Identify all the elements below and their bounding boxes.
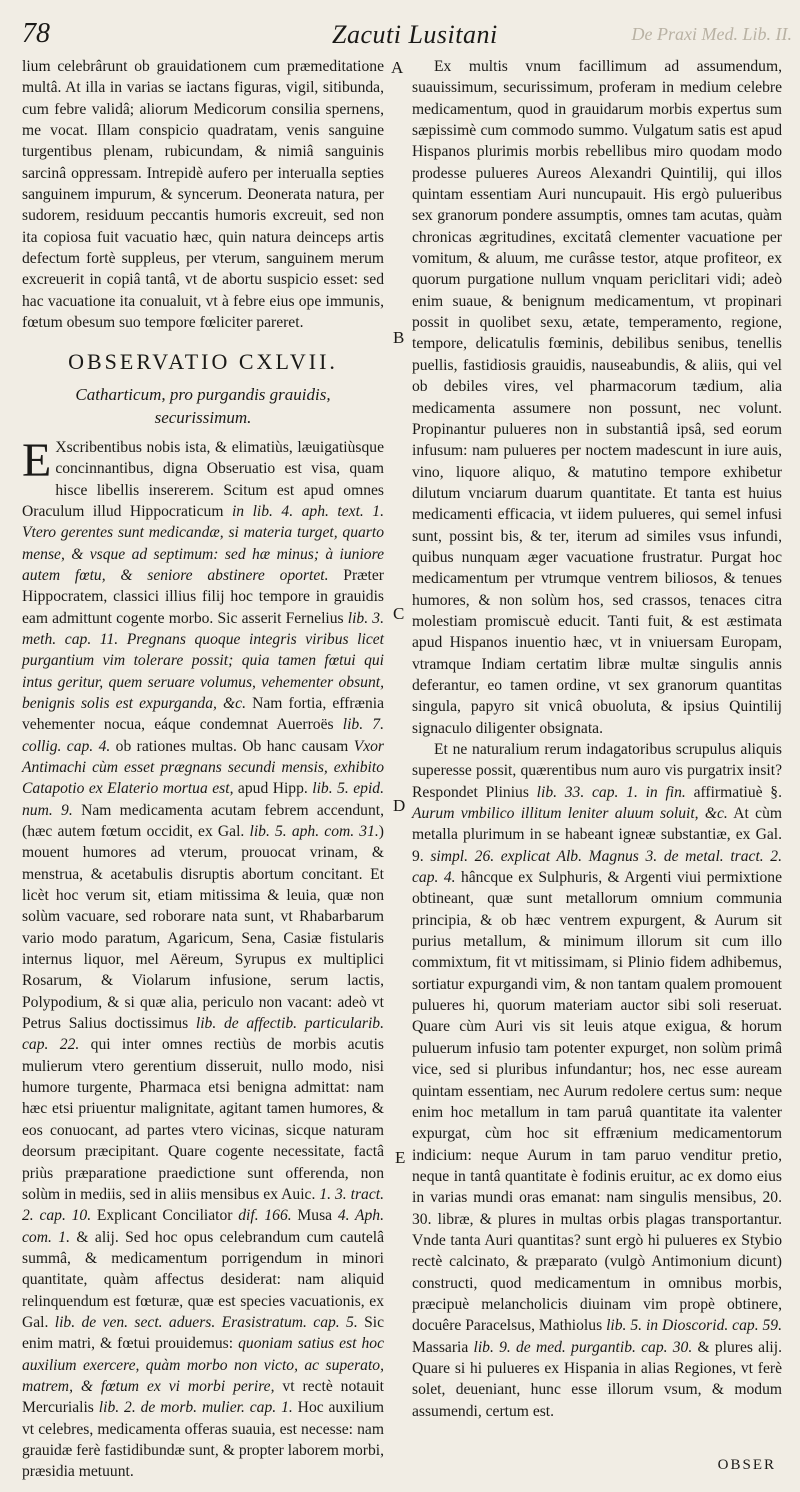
citation: simpl. 26. explicat Alb. Magnus 3. de metal. tract. 2. cap. 4. — [412, 847, 782, 887]
observation-title: OBSERVATIO CXLVII. — [68, 349, 338, 375]
text-run: Nam fortia, effrænia vehementer nocua, eáque condemnat Auerroës — [22, 694, 384, 734]
margin-letter-b: B — [393, 328, 405, 347]
citation: 4. Aph. com. 1. — [22, 1207, 384, 1246]
citation: lib. 3. meth. cap. 11. Pregnans quoque integris viribus licet purgantium vim tolerare possit; quia tamen fœtui qui intus geritur, quem seruare volumus, vehementer obsunt, benignis solis est expurganda, &c. — [22, 609, 384, 712]
text-run: qui inter omnes rectiùs de morbis acutis mulierum vtero gerentium disseruit, nullo modo, nisi humore turgente, Pharmaca etsi benigna admittat: nam hæc etsi priuentur malignitate, agitant tamen humores, & eos conuocant, ad partes vtero vicinas, sicque naturam deorsum præcipitant. Quare cogente necessitate, factâ priùs præparatione praedictione sunt offerenda, non solùm in mediis, sed in aliis mensibus ex Auic. — [22, 1036, 384, 1203]
citation: Aurum vmbilico illitum leniter aluum soluit, &c. — [412, 805, 728, 823]
text-run: Præter Hippocratem, classici illius filij hoc tempore in grauidis eam admittunt cogente morbo. Sic asserit Fernelius — [22, 566, 384, 627]
text-run: ) mouent humores ad vterum, prouocat vrinam, & menstrua, & acetabulis disruptis abortum concitant. Et licèt hoc verum sit, etiam mitissima & leuia, quæ non solùm vacuare, sed roborare nata sunt, vt Rhabarbarum vario modo paratum, Agaricum, Sena, Casiæ fistularis internus liquor, mel Aëreum, Syrupus ex multiplici Rosarum, & Violarum infusione, serum lactis, Polypodium, & si quæ alia, periculo non vacant: adeò vt Petrus Salius doctissimus — [22, 823, 384, 1033]
text-run: Hoc auxilium vt celebres, medicamenta offeras suauia, est necesse: nam grauidæ ferè fastidibundæ sunt, & propter laborem morbi, præsidia metuunt. — [22, 1399, 384, 1481]
margin-letter-a: A — [391, 58, 404, 77]
text-run: ob rationes multas. Ob hanc causam — [110, 737, 354, 755]
text-run: Et ne naturalium rerum indagatoribus scrupulus aliquis superesse possit, quærentibus num auro vis purgatrix insit? Respondet Plinius — [412, 741, 782, 801]
text-run: hâncque ex Sulphuris, & Argenti viui permixtione obtineant, quæ sunt metallorum omnium communia principia, & ob hæc ventrem expurgent, & Aurum sit purius metallum, & minimum illorum sit cum illo commixtum, fit vt mitissimam, si Plinio fidem adhibemus, sortiatur expurgandi vim, & non tantam qualem promouent pulueres hi, quorum materiam auctor sibi soli reseruat. Quare cùm Auri vis sit leuis atque exigua, & horum puluerum infusio tam potenter expurget, non solùm primâ vice, sed si pluribus infundantur; hos, nec esse auream quintam essentiam, nec Aurum redolere certus sum: neque enim hoc metallum in tam paruâ quantitate ita valenter expurgat, cùm hoc sit effrænium medicamentorum indicium: neque Aurum in tam paruo venditur pretio, neque in tantâ quantitate è fodinis eruitur, ac ex domo eius in varias mundi oras emanat: nam singulis mensibus, 20. 30. libræ, & plures in multas orbis plagas transportantur. Vnde tanta Auri quantitas? sunt ergò hi pulueres ex Stybio rectè calcinato, & præparato (vulgò Antimonium dicunt) constructi, quod medicamentum in omnibus morbis, præcipuè melancholicis diuinam vim propè obtinere, docuêre Paracelsus, Mathiolus — [412, 869, 782, 1335]
text-run: affirmatiuè §. — [685, 783, 782, 801]
bleed-through-text: De Praxi Med. Lib. II. — [631, 24, 792, 44]
text-run: Nam medicamenta acutam febrem accendunt, (hæc autem fœtum occidit, ex Gal. — [22, 801, 384, 840]
catchword: OBSER — [717, 1457, 776, 1473]
observation-subtitle — [22, 383, 384, 429]
drop-cap: E — [22, 433, 52, 487]
citation: lib. 7. collig. cap. 4. — [22, 716, 384, 755]
citation: quoniam satius est hoc auxilium exercere, quàm morbo non victo, ac superato, matrem, & fœtum ex vi morbi perire, — [22, 1335, 384, 1395]
text-run: At cùm metalla plurimum in se habeant igneæ substantiæ, ex Gal. 9. — [412, 805, 782, 865]
citation: lib. 33. cap. 1. in fin. — [536, 783, 686, 801]
text-run: Sic enim matri, & fœtui prouidemus: — [22, 1313, 385, 1353]
paragraph-gold-question — [412, 739, 782, 1422]
margin-letter-c: C — [393, 604, 405, 623]
text-run: apud Hipp. — [233, 780, 313, 798]
citation: 1. 3. tract. 2. cap. 10. — [22, 1185, 385, 1225]
right-column — [412, 56, 782, 1422]
citation: lib. 5. epid. num. 9. — [22, 780, 384, 819]
running-title: Zacuti Lusitani — [332, 20, 498, 49]
observation-subtitle-line-1: Catharticum, pro purgandis grauidis, — [75, 384, 331, 404]
text-run: & alij. Sed hoc opus celebrandum cum cautelâ summâ, & medicamentum porrigendum in minori quantitate, quàm affectus desiderat: nam aliquid relinquendum est fœturæ, quæ est species vacuationis, ex Gal. — [22, 1228, 384, 1331]
citation: lib. 5. aph. com. 31. — [249, 823, 379, 840]
left-column — [22, 56, 384, 1483]
citation: dif. 166. — [238, 1207, 292, 1225]
text-run: vt rectè notauit Mercurialis — [22, 1377, 384, 1417]
text-run: Musa — [291, 1207, 338, 1225]
paragraph-observation-body — [22, 433, 385, 1483]
page-number: 78 — [22, 18, 50, 49]
citation: in lib. 4. aph. text. 1. Vtero gerentes sunt medicandæ, si materia turget, quarto mense, & vsque ad septimum: sed hæ minus; à iuniore autem fœtu, & seniore abstinere oportet. — [22, 502, 384, 584]
citation: lib. de affectib. particularib. cap. 22. — [22, 1015, 384, 1054]
margin-letter-d: D — [393, 796, 406, 815]
citation: lib. 5. in Dioscorid. cap. 59. — [606, 1317, 782, 1335]
citation: lib. de ven. sect. aduers. Erasistratum. cap. 5. — [54, 1313, 358, 1331]
paragraph-case-conclusion: lium celebrârunt ob grauidationem cum præmeditatione multâ. At illa in varias se iactans figuras, vigil, sitibunda, cum febre validâ; aliorum Medicorum consilia spernens, me vocat. Illam conspicio quadratam, venis sanguine turgentibus plenam, rubicundam, & nimiâ sanguinis sarcinâ oppressam. Intrepidè aufero per interualla septies sanguinem impurum, & syncerum. Deonerata natura, per sudorem, residuum peccantis humoris excreuit, sed non ita copiosa fuit vacuatio hæc, quin natura deinceps artis defectum fortè suppleus, per vterum, sanguinem merum excreuerit in copiâ tantâ, vt de abortu suspicio esset: sed hac vacuatione ita conualuit, vt à febre eius ope immunis, fœtum obesum suo tempore fœliciter pareret. — [22, 58, 384, 332]
citation: Vxor Antimachi cùm esset prægnans secundi mensis, exhibito Catapotio ex Elaterio mortua est, — [22, 737, 384, 798]
citation: lib. 9. de med. purgantib. cap. 30. — [473, 1338, 693, 1356]
text-run: & plures alij. Quare si hi pulueres ex Hispania in alias Regiones, vt ferè solet, deueniant, hunc esse illorum vsum, & modum assumendi, certum est. — [412, 1338, 782, 1420]
citation: lib. 2. de morb. mulier. cap. 1. — [98, 1399, 293, 1417]
margin-letter-e: E — [395, 1148, 406, 1167]
text-run: Explicant Conciliator — [91, 1207, 239, 1225]
page-header — [22, 18, 792, 52]
paragraph-remedy: Ex multis vnum facillimum ad assumendum, suauissimum, securissimum, proferam in medium celebre medicamentum, quod in grauidarum morbis expertus sum sæpissimè cum commodo summo. Vulgatum satis est apud Hispanos plurimis morbis rebellibus miro quodam modo prodesse pulueres Aureos Alexandri Quintilij, qui illos quintam essentiam Auri nuncupauit. His ergò pulueribus sex granorum pondere assumptis, omnes tam acutas, quàm chronicas ægritudines, excitatâ clementer vacuatione per vomitum, & aluum, me curâsse testor, atque profiteor, ex quorum purgatione nullum vnquam periclitari vidi; adeò enim suaue, & benignum medicamentum, vt propinari possit in quolibet sexu, ætate, temperamento, regione, tempore, delicatulis fœminis, debilibus senibus, tenellis puellis, fastidiosis grauidis, nauseabundis, & aliis, qui vel ob debiles vires, vel pharmacorum tædium, alia medicamenta assumere non possunt, nec volunt. Propinantur pulueres non in substantiâ ipsâ, sed eorum infusum: nam pulueres per noctem madescunt in iure auis, vino, liquore aliquo, & matutino tempore exhibetur dilutum vnciarum duarum quantitate. Et tanta est huius medicamenti efficacia, vt iidem pulueres, qui semel infusi sunt, possint bis, & ter, iterum ad similes vsus infundi, quibus nunquam æger vacuatione frustratur. Purgat hoc medicamentum per vtrumque ventrem biliosos, & tenues humores, & non solùm hos, sed crassos, tenaces citra molestiam promiscuè educit. Tanti fuit, & est æstimata apud Hispanos inuentio hæc, vt in vniuersam Europam, vtramque Indiam certatim libræ multæ singulis annis deferantur, eo tamen ordine, vt sex granorum quantitas singula, papyro sit vnicâ obuoluta, & ipsius Quintilij signaculo diligenter obsignata. — [412, 58, 782, 737]
text-run: Massaria — [412, 1338, 474, 1356]
observation-subtitle-line-2: securissimum. — [154, 407, 252, 427]
text-run: Xscribentibus nobis ista, & elimatiùs, læuigatiùsque concinnantibus, digna Obseruatio est visa, quam hisce libellis insererem. Scitum est apud omnes Oraculum illud Hippocraticum — [22, 438, 384, 520]
